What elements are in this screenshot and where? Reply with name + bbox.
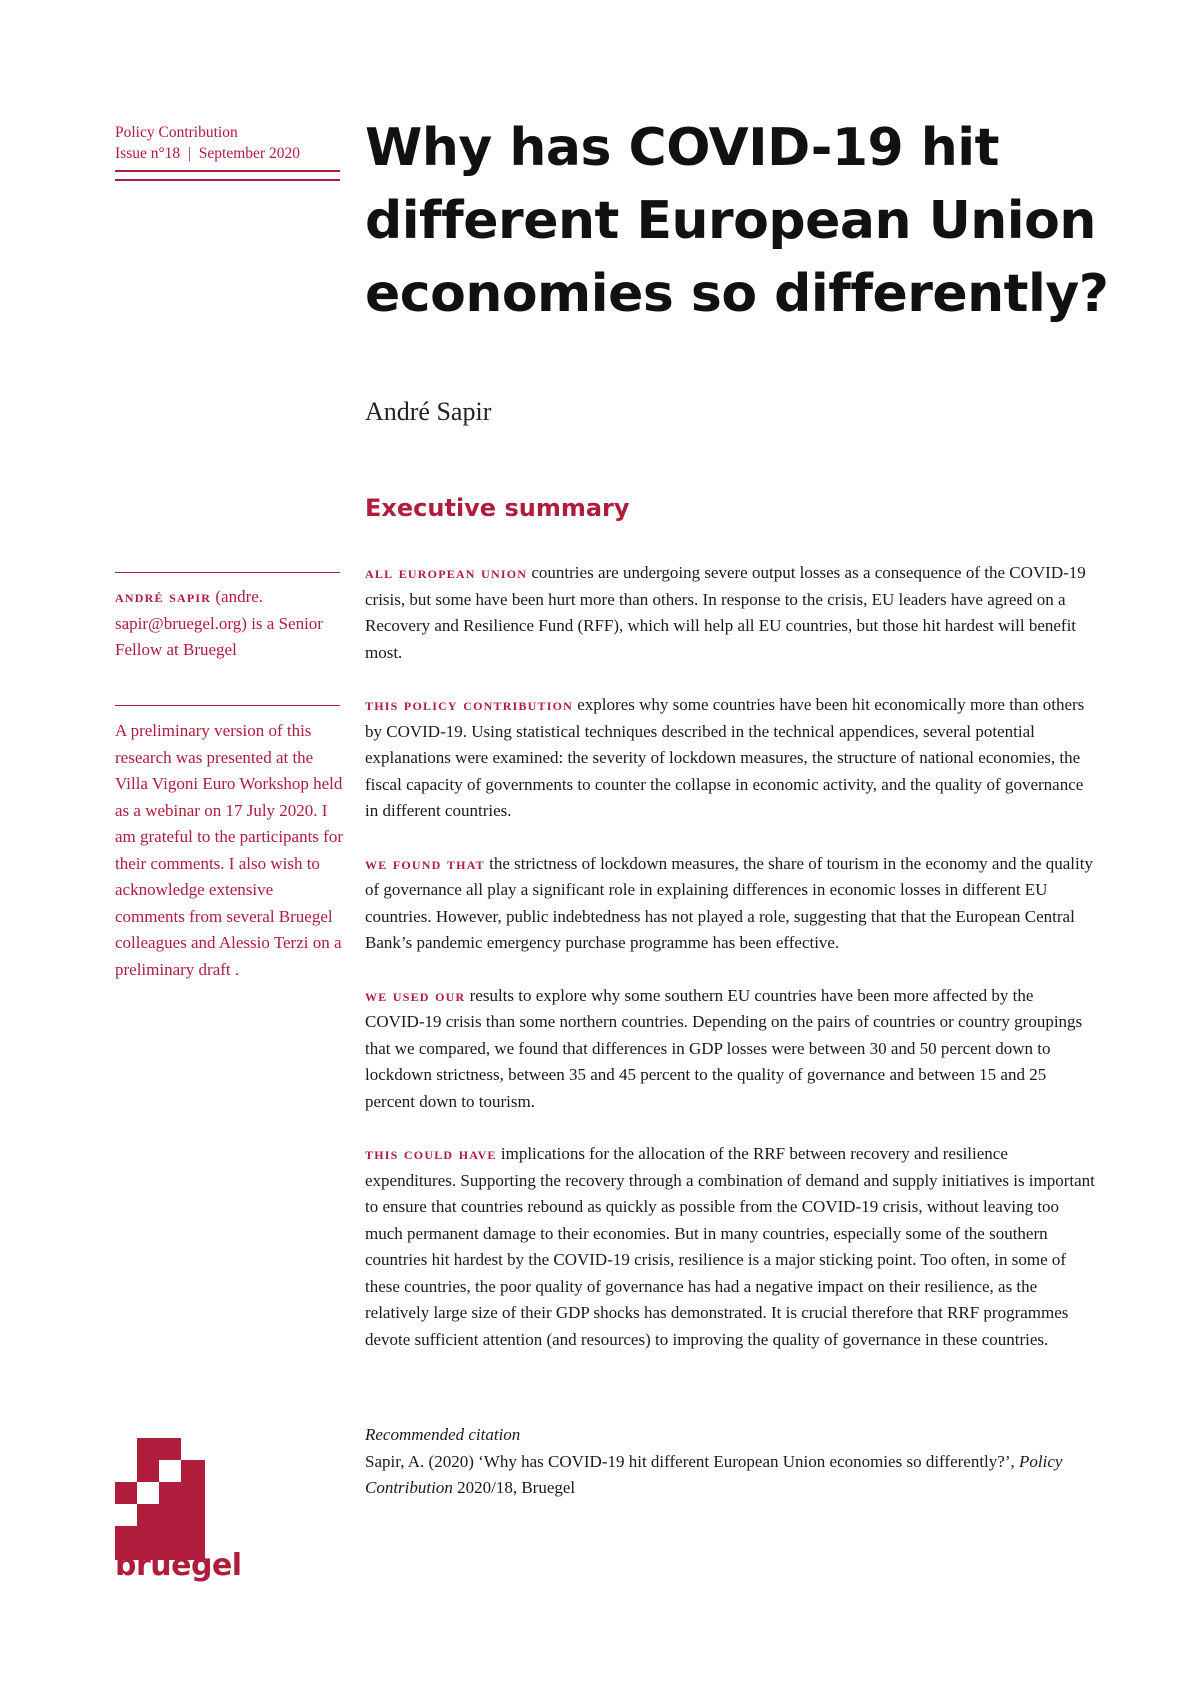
- issue-number: Issue n°18: [115, 145, 181, 162]
- executive-summary-heading: Executive summary: [365, 494, 630, 522]
- bruegel-wordmark: bruegel: [115, 1548, 242, 1583]
- citation-text: [365, 1449, 1095, 1502]
- paragraph-text: results to explore why some southern EU countries have been more affected by the COVID-19 crisis than some northern countries. Depending on the pairs of countries or country groupings that we compared, we found that differences in GDP losses were between 30 and 50 percent down to lockdown strictness, between 35 and 45 percent to the quality of governance and between 15 and 25 percent down to tourism.: [365, 985, 1083, 1111]
- author-bio: [115, 584, 343, 664]
- acknowledgement-note: A preliminary version of this research was presented at the Villa Vigoni Euro Workshop held as a webinar on 17 July 2020. I am grateful to the participants for their comments. I also wish to acknowledge extensive comments from several Bruegel colleagues and Alessio Terzi on a preliminary draft .: [115, 721, 343, 979]
- sidebar-author-bio: (andre. sapir@bruegel.org) is a Senior Fellow at Bruegel: [115, 587, 323, 659]
- recommended-citation: [365, 1422, 1095, 1502]
- executive-summary-body: [365, 560, 1095, 1379]
- summary-paragraph: [365, 851, 1095, 957]
- paragraph-text: implications for the allocation of the RRF between recovery and resilience expenditures. Supporting the recovery through a combination of demand and supply initiatives is important to ensure that countries rebound as quickly as possible from the COVID-19 crisis, without leaving too much permanent damage to their economies. But in many countries, especially some of the southern countries hit hardest by the COVID-19 crisis, resilience is a major sticking point. Too often, in some of these countries, the poor quality of governance has had a negative impact on their resilience, as the relatively large size of their GDP shocks has demonstrated. It is crucial therefore that RRF programmes devote sufficient attention (and resources) to improving the quality of governance in these countries.: [365, 1144, 1095, 1349]
- paragraph-lead: all european union: [365, 563, 528, 582]
- meta-double-rule: [115, 170, 340, 181]
- citation-ref: 2020/18, Bruegel: [452, 1478, 576, 1497]
- summary-paragraph: [365, 692, 1095, 825]
- summary-paragraph: [365, 1141, 1095, 1353]
- sidebar-author-name: andré sapir: [115, 587, 212, 606]
- page-title: Why has COVID-19 hit different European Union economies so differently?: [365, 118, 1109, 324]
- paragraph-text: countries are undergoing severe output losses as a consequence of the COVID-19 crisis, but some have been hurt more than others. In response to the crisis, EU leaders have agreed on a Recovery and Resilience Fund (RFF), which will help all EU countries, but those hit hardest will benefit most.: [365, 563, 1086, 662]
- issue-date: September 2020: [198, 145, 300, 162]
- sidebar-rule-top: [115, 572, 340, 573]
- series-label: Policy Contribution: [115, 124, 238, 141]
- author-name: André Sapir: [365, 397, 492, 426]
- sidebar-rule-middle: [115, 705, 340, 706]
- citation-reference: Sapir, A. (2020) ‘Why has COVID-19 hit different European Union economies so differently?’,: [365, 1451, 1015, 1471]
- paragraph-text: explores why some countries have been hit economically more than others by COVID-19. Using statistical techniques described in the technical appendices, several potential explanations were examined: the severity of lockdown measures, the structure of national economies, the fiscal capacity of governments to counter the collapse in economic activity, and the quality of governance in different countries.: [365, 695, 1085, 820]
- paragraph-lead: this could have: [365, 1144, 497, 1163]
- citation-publication: Policy Contribution: [365, 1451, 1063, 1497]
- summary-paragraph: [365, 983, 1095, 1116]
- issue-line: [115, 143, 340, 164]
- paragraph-text: the strictness of lockdown measures, the share of tourism in the economy and the quality of governance all play a significant role in explaining differences in economic losses in different EU countries. However, public indebtedness has not played a role, suggesting that that the European Central Bank’s pandemic emergency purchase programme has been effective.: [365, 853, 1093, 952]
- paragraph-lead: we used our: [365, 985, 466, 1005]
- publication-meta: [115, 122, 340, 164]
- summary-paragraph: [365, 560, 1095, 666]
- meta-separator: |: [187, 145, 192, 162]
- paragraph-lead: we found that: [365, 853, 485, 873]
- citation-label: Recommended citation: [365, 1425, 521, 1444]
- paragraph-lead: this policy contribution: [365, 695, 574, 714]
